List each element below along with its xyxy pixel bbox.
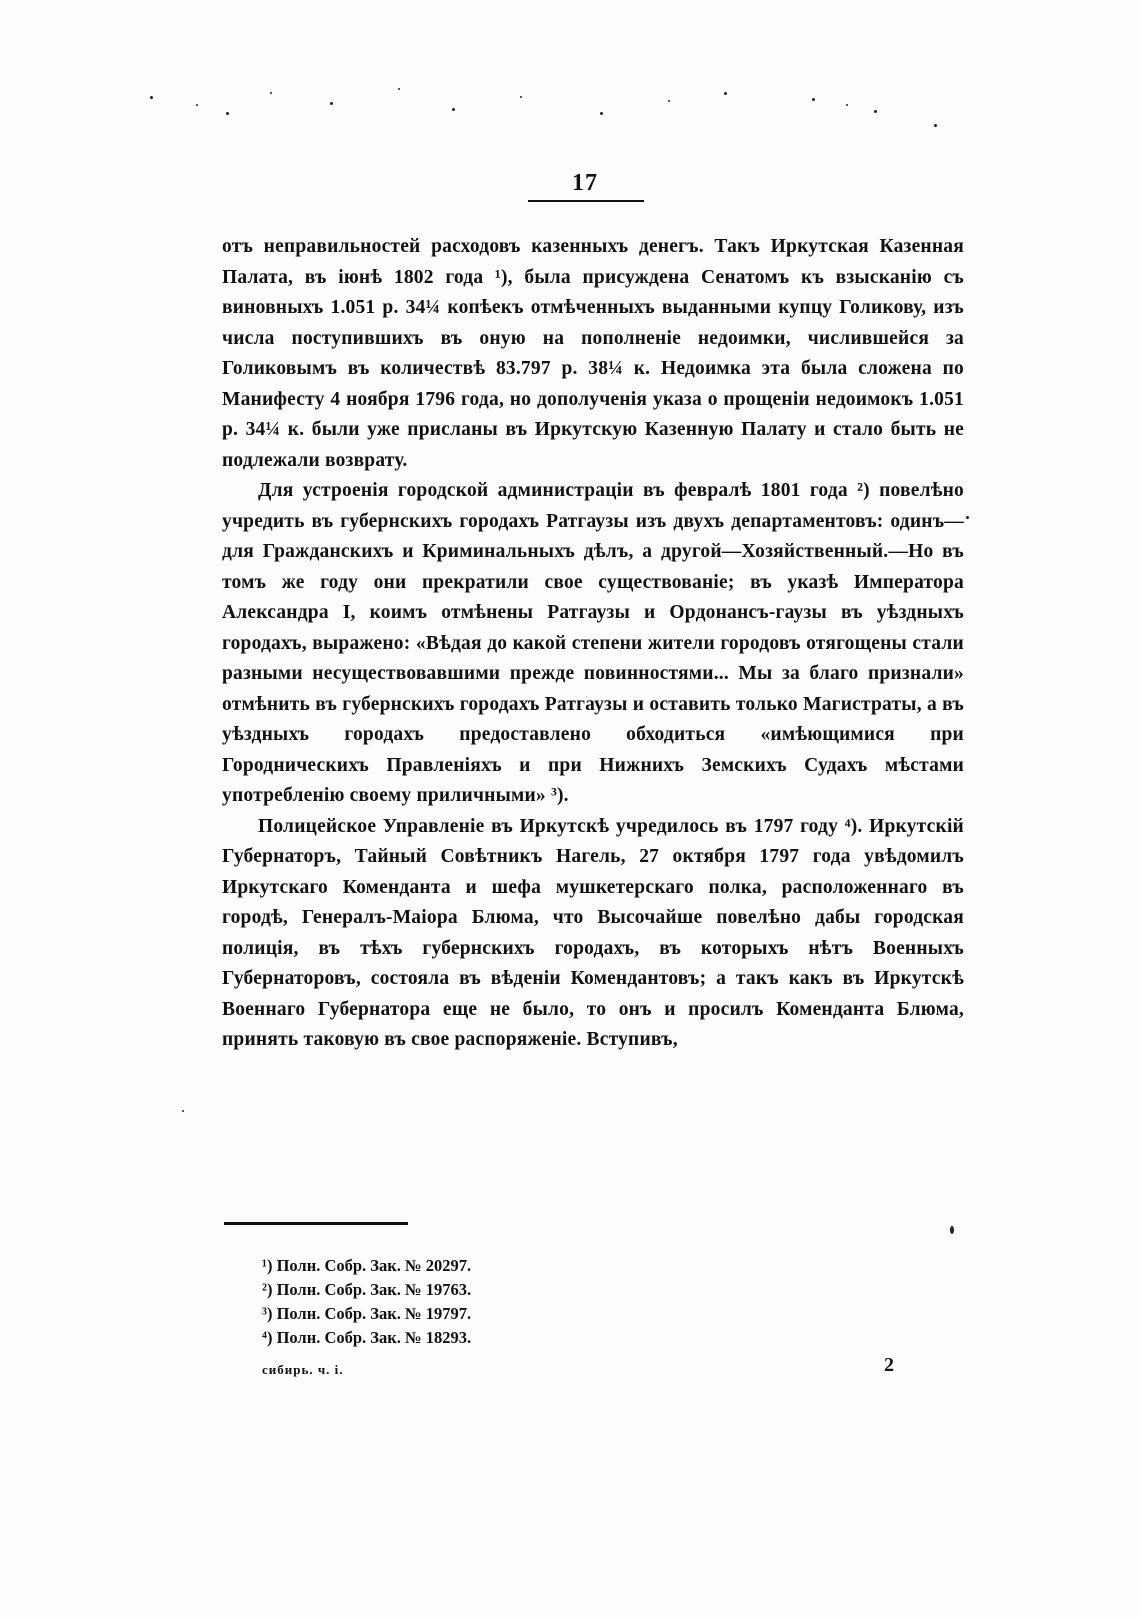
paragraph: Для устроенія городской администраціи въ февралѣ 1801 года ²) повелѣно учредить въ губернскихъ городахъ Ратгаузы изъ двухъ департаментовъ: одинъ—для Гражданскихъ и Криминальныхъ дѣлъ, а другой—Хозяйственный.—Но въ томъ же году они прекратили свое существованіе; въ указѣ Императора Александра I, коимъ отмѣнены Ратгаузы и Ордонансъ-гаузы въ уѣздныхъ городахъ, выражено: «Вѣдая до какой степени жители городовъ отягощены стали разными несуществовавшими прежде повинностями... Мы за благо признали» отмѣнить въ губернскихъ городахъ Ратгаузы и оставить только Магистраты, а въ уѣздныхъ городахъ предоставлено обходиться «имѣющимися при Городническихъ Правленіяхъ и при Нижнихъ Земскихъ Судахъ мѣстами употребленію своему приличными» ³).: [222, 480, 964, 806]
paragraph: отъ неправильностей расходовъ казенныхъ денегъ. Такъ Иркутская Казенная Палата, въ іюнѣ 1802 года ¹), была присуждена Сенатомъ къ взысканію съ виновныхъ 1.051 р. 34¼ копѣекъ отмѣченныхъ выданными купцу Голикову, изъ числа поступившихъ въ оную на пополненіе недоимки, числившейся за Голиковымъ въ количествѣ 83.797 р. 38¼ к. Недоимка эта была сложена по Манифесту 4 ноября 1796 года, но дополученія указа о прощеніи недоимокъ 1.051 р. 34¼ к. были уже присланы въ Иркутскую Казенную Палату и стало быть не подлежали возврату.: [222, 236, 964, 471]
footnote: ⁴) Полн. Собр. Зак. № 18293.: [262, 1328, 472, 1347]
footnote-rule: [224, 1222, 408, 1225]
scan-speck: [934, 124, 937, 127]
page-number: 17: [572, 170, 598, 196]
printer-signature: сибирь. ч. i.: [262, 1362, 344, 1377]
scan-speck: [874, 110, 877, 113]
page-number-rule: [528, 200, 644, 202]
scan-speck: [520, 96, 522, 98]
scan-speck: [950, 1226, 954, 1234]
footnote: ²) Полн. Собр. Зак. № 19763.: [262, 1280, 472, 1299]
scan-speck: [600, 112, 603, 115]
scan-speck: [452, 108, 455, 111]
footnotes: [262, 1254, 662, 1350]
footnote: ¹) Полн. Собр. Зак. № 20297.: [262, 1256, 472, 1275]
scan-speck: [668, 100, 670, 102]
scan-speck: [724, 92, 727, 95]
scan-speck: [196, 104, 198, 106]
signature-mark: 2: [884, 1354, 894, 1376]
scan-speck: [150, 96, 153, 99]
paragraph: Полицейское Управленіе въ Иркутскѣ учредилось въ 1797 году ⁴). Иркутскій Губернаторъ, Тайный Совѣтникъ Нагель, 27 октября 1797 года увѣдомилъ Иркутскаго Коменданта и шефа мушкетерскаго полка, расположеннаго въ городѣ, Генералъ-Маіора Блюма, что Высочайше повелѣно дабы городская полиція, въ тѣхъ губернскихъ городахъ, въ которыхъ нѣтъ Военныхъ Губернаторовъ, состояла въ вѣденіи Комендантовъ; а такъ какъ въ Иркутскѣ Военнаго Губернатора еще не было, то онъ и просилъ Коменданта Блюма, принять таковую въ свое распоряженіе. Вступивъ,: [222, 815, 964, 1050]
footnote: ³) Полн. Собр. Зак. № 19797.: [262, 1304, 472, 1323]
scan-speck: [846, 104, 848, 106]
scan-speck: [226, 112, 229, 115]
scan-speck: [330, 102, 333, 105]
scan-speck: [398, 88, 400, 90]
scan-speck: [182, 1110, 184, 1112]
body-text: [222, 232, 964, 1056]
scan-speck: [966, 516, 969, 519]
scan-speck: [812, 98, 815, 101]
scan-speck: [270, 92, 272, 94]
